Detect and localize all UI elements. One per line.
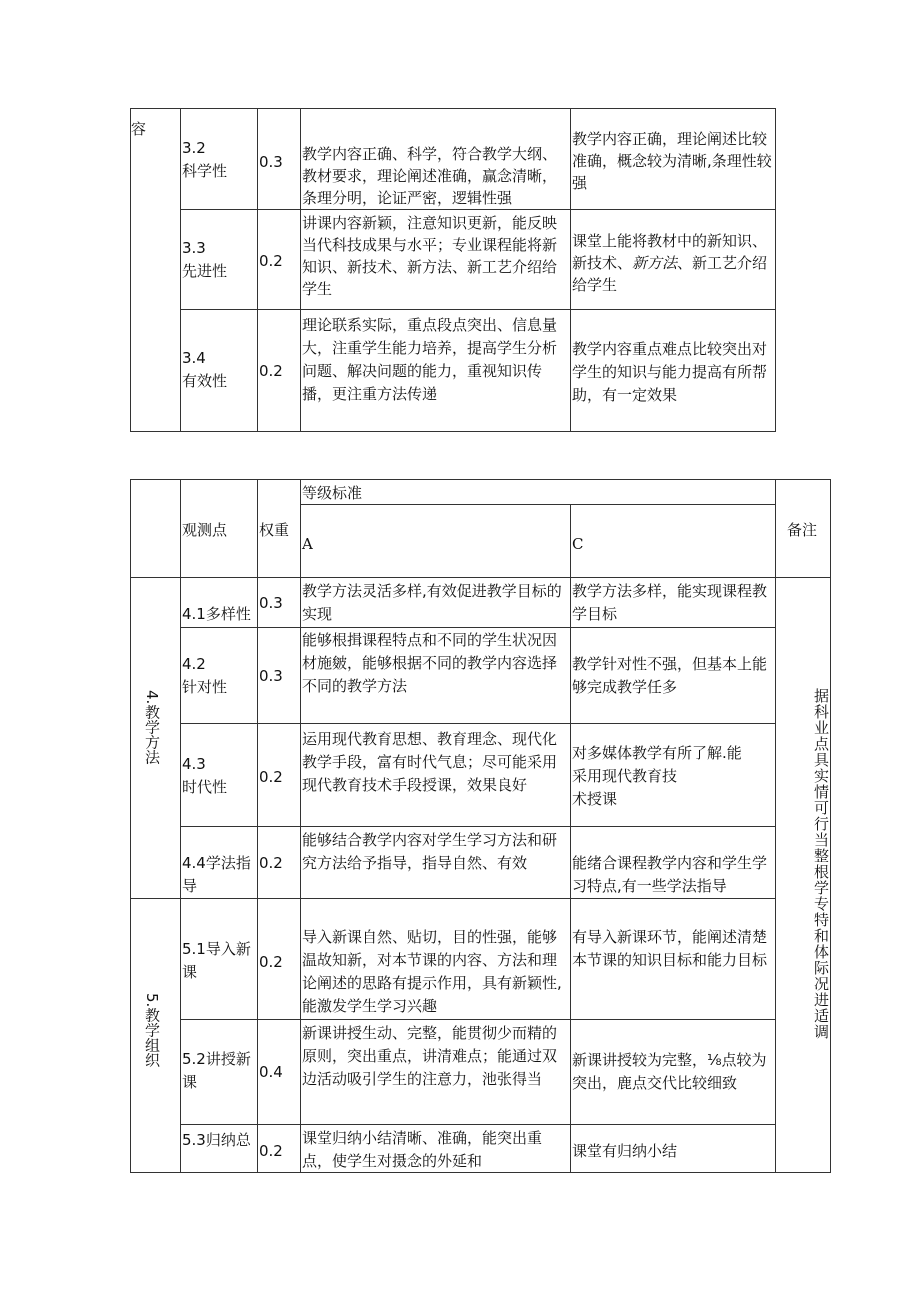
weight: 0.2 xyxy=(259,854,283,872)
header-grade-c: C xyxy=(572,535,584,553)
weight: 0.3 xyxy=(259,594,283,612)
grade-c-text: 教学内容重点难点比较突出对学生的知识与能力提高有所帮助，有一定效果 xyxy=(572,340,768,404)
weight: 0.2 xyxy=(259,953,283,971)
italic-text-span: 新方法 xyxy=(632,254,678,272)
observation-point: 5.1导入新课 xyxy=(182,940,251,981)
observation-point: 4.2 针对性 xyxy=(182,655,228,696)
section-label-teaching-organization: 5.教学组织 xyxy=(143,993,161,1068)
grade-c-text: 教学内容正确，理论阐述比较准确，概念较为清晰,条理性较强 xyxy=(572,130,772,192)
grade-a-text: 讲课内容新颖，注意知识更新，能反映当代科技成果与水平；专业课程能将新知识、新技术、新方法、新工艺介绍给学生 xyxy=(302,214,558,298)
observation-point: 4.3 时代性 xyxy=(182,755,228,796)
grade-c-text: 课堂有归纳小结 xyxy=(572,1142,678,1160)
grade-c-text: 教学针对性不强，但基本上能够完成教学任多 xyxy=(572,655,768,696)
weight: 0.2 xyxy=(259,252,283,270)
header-observation-point: 观测点 xyxy=(182,521,228,539)
grade-a-text: 运用现代教育思想、教育理念、现代化教学手段，富有时代气息；尽可能采用现代教育技术手段授课，效果良好 xyxy=(302,730,558,794)
weight: 0.2 xyxy=(259,362,283,380)
section-label: 容 xyxy=(131,120,147,138)
grade-c-text: 新课讲授较为完整，⅛点较为突出，鹿点交代比较细致 xyxy=(572,1051,767,1092)
observation-point: 3.4 有效性 xyxy=(182,349,228,390)
header-note: 备注 xyxy=(787,521,818,539)
grade-a-text: 新课讲授生动、完整，能贯彻少而精的原则，突出重点，讲清难点；能通过双边活动吸引学生的注意力，池张得当 xyxy=(302,1024,558,1088)
observation-point: 3.3 先进性 xyxy=(182,239,228,280)
text-span: 、新工艺介绍给学生 xyxy=(572,254,768,294)
observation-point: 3.2 科学性 xyxy=(182,139,228,180)
weight: 0.2 xyxy=(259,768,283,786)
grade-c-text: 能绪合课程教学内容和学生学习特点,有一些学法指导 xyxy=(572,854,768,895)
weight: 0.4 xyxy=(259,1063,283,1081)
weight: 0.2 xyxy=(259,1142,283,1160)
grade-a-text: 教学方法灵活多样,有效促进教学目标的实现 xyxy=(302,582,562,623)
grade-a-text: 课堂归纳小结清晰、准确，能突出重点，使学生对摄念的外延和 xyxy=(302,1129,543,1170)
observation-point: 4.1多样性 xyxy=(182,605,251,623)
grade-a-text: 教学内容正确、科学，符合教学大纲、教材要求，理论阐述准确，赢念清晰，条理分明，论证严密，逻辑性强 xyxy=(302,145,558,207)
header-grade-a: A xyxy=(302,535,313,553)
weight: 0.3 xyxy=(259,667,283,685)
observation-point: 5.3归纳总 xyxy=(182,1131,251,1149)
grade-a-text: 能够结合教学内容对学生学习方法和研究方法给予指导，指导自然、有效 xyxy=(302,831,558,872)
grade-c-text xyxy=(572,230,775,296)
grade-c-text: 有导入新课环节，能阐述清楚本节课的知识目标和能力目标 xyxy=(572,928,768,969)
weight: 0.3 xyxy=(259,153,283,171)
header-weight: 权重 xyxy=(259,521,290,539)
grade-a-text: 理论联系实际，重点段点突出、信息量大，注重学生能力培养，提高学生分析问题、解决问题的能力，重视知识传播，更注重方法传递 xyxy=(302,316,558,403)
section-label-teaching-method: 4.教学方法 xyxy=(143,690,161,765)
observation-point: 4.4学法指导 xyxy=(182,854,251,895)
grade-a-text: 能够根揖课程特点和不同的学生状况因材施皴，能够根据不同的教学内容选择不同的教学方法 xyxy=(302,631,558,695)
grade-a-text: 导入新课自然、贴切，目的性强，能够温故知新，对本节课的内容、方法和理论阐述的思路有提示作用，具有新颖性,能激发学生学习兴趣 xyxy=(302,928,562,1015)
header-grade-standard: 等级标准 xyxy=(302,484,363,502)
text-span: 课堂上能将教材中的新知识、新技术、 xyxy=(572,232,768,272)
observation-point: 5.2讲授新课 xyxy=(182,1050,251,1091)
note-text: 据科业点具实情可行当整根学专特和体际况进适调 xyxy=(812,688,830,1040)
grade-c-text: 对多媒体教学有所了解.能 采用现代教育技 术授课 xyxy=(572,744,742,808)
grade-c-text: 教学方法多样，能实现课程教学目标 xyxy=(572,582,768,623)
